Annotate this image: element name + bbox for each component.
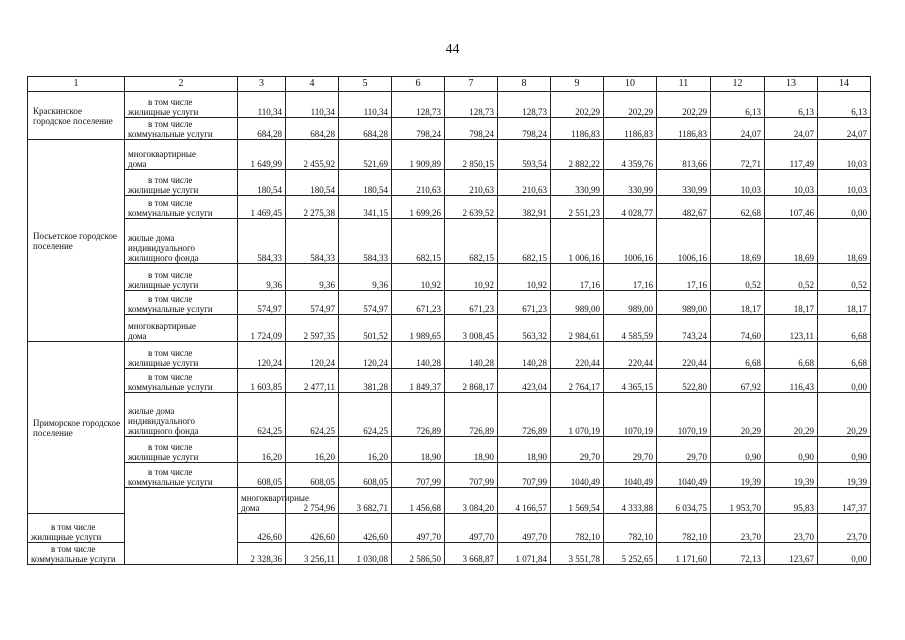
value-cell: 2 455,92 — [286, 140, 339, 170]
value-cell: 0,00 — [818, 543, 871, 565]
value-cell: 202,29 — [604, 92, 657, 118]
value-cell: 798,24 — [498, 118, 551, 140]
value-cell: 2 328,36 — [238, 543, 286, 565]
table-row — [28, 264, 871, 291]
service-label — [125, 393, 238, 437]
value-cell: 29,70 — [604, 437, 657, 463]
value-cell: 574,97 — [238, 291, 286, 315]
service-label — [125, 219, 238, 264]
value-cell: 707,99 — [498, 463, 551, 488]
service-label — [28, 514, 125, 543]
service-label — [125, 118, 238, 140]
value-cell: 23,70 — [818, 514, 871, 543]
value-cell: 140,28 — [445, 342, 498, 369]
value-cell: 210,63 — [392, 170, 445, 196]
column-header: 7 — [445, 77, 498, 92]
value-cell: 10,03 — [818, 140, 871, 170]
column-header: 5 — [339, 77, 392, 92]
service-label-line: индивидуального — [128, 243, 196, 253]
service-label-line: коммунальные услуги — [31, 554, 116, 564]
value-cell: 726,89 — [445, 393, 498, 437]
value-cell: 220,44 — [604, 342, 657, 369]
service-label-line: дома — [128, 331, 147, 341]
value-cell: 24,07 — [765, 118, 818, 140]
value-cell: 210,63 — [445, 170, 498, 196]
table-row — [28, 342, 871, 369]
value-cell: 6,68 — [818, 342, 871, 369]
value-cell: 123,11 — [765, 315, 818, 342]
service-label-line: в том числе — [148, 442, 193, 452]
value-cell: 210,63 — [498, 170, 551, 196]
value-cell: 18,69 — [711, 219, 765, 264]
value-cell: 110,34 — [339, 92, 392, 118]
value-cell: 584,33 — [339, 219, 392, 264]
value-cell: 624,25 — [339, 393, 392, 437]
service-label-line: в том числе — [148, 467, 193, 477]
value-cell: 110,34 — [286, 92, 339, 118]
service-label-line: коммунальные услуги — [128, 477, 213, 487]
value-cell: 19,39 — [765, 463, 818, 488]
value-cell: 3 551,78 — [551, 543, 604, 565]
value-cell: 381,28 — [339, 369, 392, 393]
table-row — [28, 393, 871, 437]
service-label-line: в том числе — [148, 372, 193, 382]
column-number-row — [28, 77, 871, 92]
table-row — [28, 315, 871, 342]
value-cell: 1070,19 — [604, 393, 657, 437]
value-cell: 423,04 — [498, 369, 551, 393]
column-header: 2 — [125, 77, 238, 92]
value-cell: 4 333,88 — [604, 488, 657, 514]
value-cell: 18,17 — [765, 291, 818, 315]
service-label-line: коммунальные услуги — [128, 129, 213, 139]
value-cell: 128,73 — [498, 92, 551, 118]
service-label-line: индивидуального — [128, 416, 196, 426]
value-cell: 426,60 — [238, 514, 286, 543]
service-label — [125, 140, 238, 170]
service-label-line: в том числе — [148, 270, 193, 280]
service-label-line: в том числе — [148, 348, 193, 358]
value-cell: 180,54 — [339, 170, 392, 196]
value-cell: 180,54 — [238, 170, 286, 196]
table-row — [28, 219, 871, 264]
service-label-line: в том числе — [148, 97, 193, 107]
service-label-line: жилищные услуги — [31, 532, 102, 542]
value-cell: 2 275,38 — [286, 196, 339, 219]
value-cell: 2 597,35 — [286, 315, 339, 342]
value-cell: 10,92 — [445, 264, 498, 291]
value-cell: 128,73 — [392, 92, 445, 118]
service-label — [238, 488, 309, 514]
value-cell: 798,24 — [392, 118, 445, 140]
value-cell: 18,90 — [498, 437, 551, 463]
value-cell: 671,23 — [445, 291, 498, 315]
value-cell: 1070,19 — [657, 393, 711, 437]
value-cell: 341,15 — [339, 196, 392, 219]
service-label-line: жилищного фонда — [128, 426, 199, 436]
table-row — [28, 463, 871, 488]
value-cell: 2 850,15 — [445, 140, 498, 170]
page-number: 44 — [445, 42, 460, 57]
value-cell: 202,29 — [657, 92, 711, 118]
value-cell: 120,24 — [286, 342, 339, 369]
value-cell: 707,99 — [445, 463, 498, 488]
value-cell: 67,92 — [711, 369, 765, 393]
value-cell: 19,39 — [818, 463, 871, 488]
value-cell: 707,99 — [392, 463, 445, 488]
value-cell: 2 754,96 — [286, 488, 339, 514]
value-cell: 330,99 — [604, 170, 657, 196]
value-cell: 24,07 — [818, 118, 871, 140]
value-cell: 1 909,89 — [392, 140, 445, 170]
value-cell: 10,03 — [711, 170, 765, 196]
column-header: 3 — [238, 77, 286, 92]
value-cell: 10,92 — [498, 264, 551, 291]
value-cell: 19,39 — [711, 463, 765, 488]
value-cell: 4 166,57 — [498, 488, 551, 514]
value-cell: 0,00 — [818, 196, 871, 219]
value-cell: 1 070,19 — [551, 393, 604, 437]
table-row — [28, 437, 871, 463]
value-cell: 6,13 — [818, 92, 871, 118]
value-cell: 4 359,76 — [604, 140, 657, 170]
value-cell: 584,33 — [286, 219, 339, 264]
value-cell: 6,68 — [711, 342, 765, 369]
value-cell: 110,34 — [238, 92, 286, 118]
value-cell: 989,00 — [657, 291, 711, 315]
settlement-name: Приморское городское поселение — [28, 342, 125, 514]
value-cell: 743,24 — [657, 315, 711, 342]
column-header: 8 — [498, 77, 551, 92]
column-header: 9 — [551, 77, 604, 92]
value-cell: 624,25 — [286, 393, 339, 437]
service-label-line: жилищные услуги — [128, 107, 199, 117]
value-cell: 1 649,99 — [238, 140, 286, 170]
settlement-name: Посьетское городское поселение — [28, 140, 125, 342]
table-row — [28, 488, 871, 514]
value-cell: 426,60 — [286, 514, 339, 543]
settlement-name: Краскинское городское поселение — [28, 92, 125, 140]
service-label-line: коммунальные услуги — [128, 382, 213, 392]
value-cell: 1 006,16 — [551, 219, 604, 264]
service-label-line: в том числе — [148, 175, 193, 185]
value-cell: 72,71 — [711, 140, 765, 170]
value-cell: 782,10 — [604, 514, 657, 543]
value-cell: 1040,49 — [657, 463, 711, 488]
value-cell: 9,36 — [286, 264, 339, 291]
value-cell: 202,29 — [551, 92, 604, 118]
value-cell: 4 028,77 — [604, 196, 657, 219]
value-cell: 782,10 — [551, 514, 604, 543]
value-cell: 2 551,23 — [551, 196, 604, 219]
value-cell: 0,52 — [711, 264, 765, 291]
service-label — [125, 437, 238, 463]
value-cell: 17,16 — [657, 264, 711, 291]
column-header: 4 — [286, 77, 339, 92]
value-cell: 20,29 — [765, 393, 818, 437]
value-cell: 426,60 — [339, 514, 392, 543]
table-row — [28, 118, 871, 140]
value-cell: 2 586,50 — [392, 543, 445, 565]
column-header: 12 — [711, 77, 765, 92]
value-cell: 4 365,15 — [604, 369, 657, 393]
column-header: 14 — [818, 77, 871, 92]
value-cell: 17,16 — [604, 264, 657, 291]
value-cell: 2 764,17 — [551, 369, 604, 393]
value-cell: 608,05 — [286, 463, 339, 488]
value-cell: 0,52 — [818, 264, 871, 291]
value-cell: 18,17 — [818, 291, 871, 315]
value-cell: 2 882,22 — [551, 140, 604, 170]
value-cell: 1 469,45 — [238, 196, 286, 219]
value-cell: 23,70 — [711, 514, 765, 543]
value-cell: 782,10 — [657, 514, 711, 543]
value-cell: 497,70 — [445, 514, 498, 543]
value-cell: 10,92 — [392, 264, 445, 291]
value-cell: 6,13 — [711, 92, 765, 118]
value-cell: 6 034,75 — [657, 488, 711, 514]
value-cell: 501,52 — [339, 315, 392, 342]
column-header: 11 — [657, 77, 711, 92]
value-cell: 684,28 — [238, 118, 286, 140]
value-cell: 18,90 — [392, 437, 445, 463]
value-cell: 0,90 — [818, 437, 871, 463]
value-cell: 1 953,70 — [711, 488, 765, 514]
table-row — [28, 369, 871, 393]
value-cell: 140,28 — [498, 342, 551, 369]
value-cell: 330,99 — [657, 170, 711, 196]
value-cell: 1040,49 — [604, 463, 657, 488]
table-row — [28, 196, 871, 219]
value-cell: 4 585,59 — [604, 315, 657, 342]
table-row — [28, 170, 871, 196]
service-label-line: в том числе — [148, 198, 193, 208]
value-cell: 123,67 — [765, 543, 818, 565]
service-label — [125, 369, 238, 393]
service-label-line: жилищного фонда — [128, 253, 199, 263]
value-cell: 330,99 — [551, 170, 604, 196]
value-cell: 584,33 — [238, 219, 286, 264]
value-cell: 180,54 — [286, 170, 339, 196]
value-cell: 120,24 — [238, 342, 286, 369]
value-cell: 726,89 — [498, 393, 551, 437]
value-cell: 20,29 — [711, 393, 765, 437]
service-label — [125, 196, 238, 219]
value-cell: 608,05 — [339, 463, 392, 488]
value-cell: 10,03 — [765, 170, 818, 196]
service-label-line: дома — [241, 503, 260, 513]
value-cell: 671,23 — [498, 291, 551, 315]
value-cell: 989,00 — [551, 291, 604, 315]
value-cell: 95,83 — [765, 488, 818, 514]
value-cell: 2 639,52 — [445, 196, 498, 219]
value-cell: 521,69 — [339, 140, 392, 170]
value-cell: 24,07 — [711, 118, 765, 140]
service-label-line: жилые дома — [128, 406, 175, 416]
value-cell: 128,73 — [445, 92, 498, 118]
value-cell: 140,28 — [392, 342, 445, 369]
value-cell: 1040,49 — [551, 463, 604, 488]
value-cell: 813,66 — [657, 140, 711, 170]
column-header: 10 — [604, 77, 657, 92]
value-cell: 798,24 — [445, 118, 498, 140]
service-label-line: многоквартирные — [241, 493, 309, 503]
value-cell: 6,68 — [765, 342, 818, 369]
value-cell: 1 724,09 — [238, 315, 286, 342]
value-cell: 1186,83 — [551, 118, 604, 140]
column-header: 6 — [392, 77, 445, 92]
value-cell: 684,28 — [339, 118, 392, 140]
value-cell: 1186,83 — [657, 118, 711, 140]
value-cell: 382,91 — [498, 196, 551, 219]
service-label-line: в том числе — [148, 119, 193, 129]
value-cell: 563,32 — [498, 315, 551, 342]
value-cell: 593,54 — [498, 140, 551, 170]
value-cell: 682,15 — [498, 219, 551, 264]
table-row — [28, 140, 871, 170]
value-cell: 1006,16 — [657, 219, 711, 264]
value-cell: 1 171,60 — [657, 543, 711, 565]
service-label-line: жилищные услуги — [128, 280, 199, 290]
value-cell: 62,68 — [711, 196, 765, 219]
value-cell: 3 008,45 — [445, 315, 498, 342]
value-cell: 1 030,08 — [339, 543, 392, 565]
value-cell: 1 603,85 — [238, 369, 286, 393]
service-label-line: коммунальные услуги — [128, 304, 213, 314]
value-cell: 20,29 — [818, 393, 871, 437]
value-cell: 6,13 — [765, 92, 818, 118]
column-header: 1 — [28, 77, 125, 92]
service-label — [125, 315, 238, 342]
value-cell: 5 252,65 — [604, 543, 657, 565]
service-label — [125, 342, 238, 369]
service-label-line: в том числе — [148, 294, 193, 304]
value-cell: 116,43 — [765, 369, 818, 393]
value-cell: 16,20 — [238, 437, 286, 463]
value-cell: 72,13 — [711, 543, 765, 565]
value-cell: 522,80 — [657, 369, 711, 393]
value-cell: 3 668,87 — [445, 543, 498, 565]
value-cell: 74,60 — [711, 315, 765, 342]
value-cell: 0,90 — [711, 437, 765, 463]
value-cell: 9,36 — [339, 264, 392, 291]
value-cell: 574,97 — [286, 291, 339, 315]
value-cell: 2 984,61 — [551, 315, 604, 342]
service-label-line: дома — [128, 159, 147, 169]
service-label-line: жилищные услуги — [128, 358, 199, 368]
value-cell: 1 569,54 — [551, 488, 604, 514]
value-cell: 1 989,65 — [392, 315, 445, 342]
value-cell: 0,52 — [765, 264, 818, 291]
service-label-line: жилищные услуги — [128, 452, 199, 462]
service-label — [125, 92, 238, 118]
value-cell: 147,37 — [818, 488, 871, 514]
service-label-line: многоквартирные — [128, 321, 196, 331]
service-label-line: жилые дома — [128, 233, 175, 243]
value-cell: 220,44 — [657, 342, 711, 369]
value-cell: 10,03 — [818, 170, 871, 196]
value-cell: 9,36 — [238, 264, 286, 291]
value-cell: 682,15 — [392, 219, 445, 264]
value-cell: 989,00 — [604, 291, 657, 315]
value-cell: 3 256,11 — [286, 543, 339, 565]
value-cell: 0,90 — [765, 437, 818, 463]
value-cell: 107,46 — [765, 196, 818, 219]
value-cell: 684,28 — [286, 118, 339, 140]
value-cell: 482,67 — [657, 196, 711, 219]
value-cell: 18,17 — [711, 291, 765, 315]
value-cell: 2 477,11 — [286, 369, 339, 393]
service-label-line: в том числе — [51, 544, 96, 554]
service-label — [125, 170, 238, 196]
settlement-name — [125, 488, 238, 565]
value-cell: 726,89 — [392, 393, 445, 437]
service-label — [125, 264, 238, 291]
value-cell: 29,70 — [551, 437, 604, 463]
value-cell: 0,00 — [818, 369, 871, 393]
table-row — [28, 92, 871, 118]
value-cell: 120,24 — [339, 342, 392, 369]
value-cell: 6,68 — [818, 315, 871, 342]
value-cell: 1006,16 — [604, 219, 657, 264]
service-label-line: жилищные услуги — [128, 185, 199, 195]
table-row — [28, 291, 871, 315]
value-cell: 1 071,84 — [498, 543, 551, 565]
value-cell: 671,23 — [392, 291, 445, 315]
value-cell: 220,44 — [551, 342, 604, 369]
value-cell: 574,97 — [339, 291, 392, 315]
column-header: 13 — [765, 77, 818, 92]
value-cell: 624,25 — [238, 393, 286, 437]
value-cell: 1186,83 — [604, 118, 657, 140]
tariff-table — [27, 76, 871, 565]
service-label — [125, 463, 238, 488]
value-cell: 29,70 — [657, 437, 711, 463]
value-cell: 1 456,68 — [392, 488, 445, 514]
value-cell: 17,16 — [551, 264, 604, 291]
service-label — [28, 543, 125, 565]
value-cell: 1 699,26 — [392, 196, 445, 219]
value-cell: 3 682,71 — [339, 488, 392, 514]
value-cell: 117,49 — [765, 140, 818, 170]
value-cell: 16,20 — [339, 437, 392, 463]
value-cell: 3 084,20 — [445, 488, 498, 514]
value-cell: 18,69 — [765, 219, 818, 264]
service-label-line: многоквартирные — [128, 149, 196, 159]
value-cell: 1 849,37 — [392, 369, 445, 393]
value-cell: 2 868,17 — [445, 369, 498, 393]
value-cell: 16,20 — [286, 437, 339, 463]
service-label — [125, 291, 238, 315]
value-cell: 18,90 — [445, 437, 498, 463]
value-cell: 608,05 — [238, 463, 286, 488]
value-cell: 497,70 — [392, 514, 445, 543]
value-cell: 497,70 — [498, 514, 551, 543]
value-cell: 682,15 — [445, 219, 498, 264]
service-label-line: коммунальные услуги — [128, 208, 213, 218]
service-label-line: в том числе — [51, 522, 96, 532]
value-cell: 18,69 — [818, 219, 871, 264]
value-cell: 23,70 — [765, 514, 818, 543]
